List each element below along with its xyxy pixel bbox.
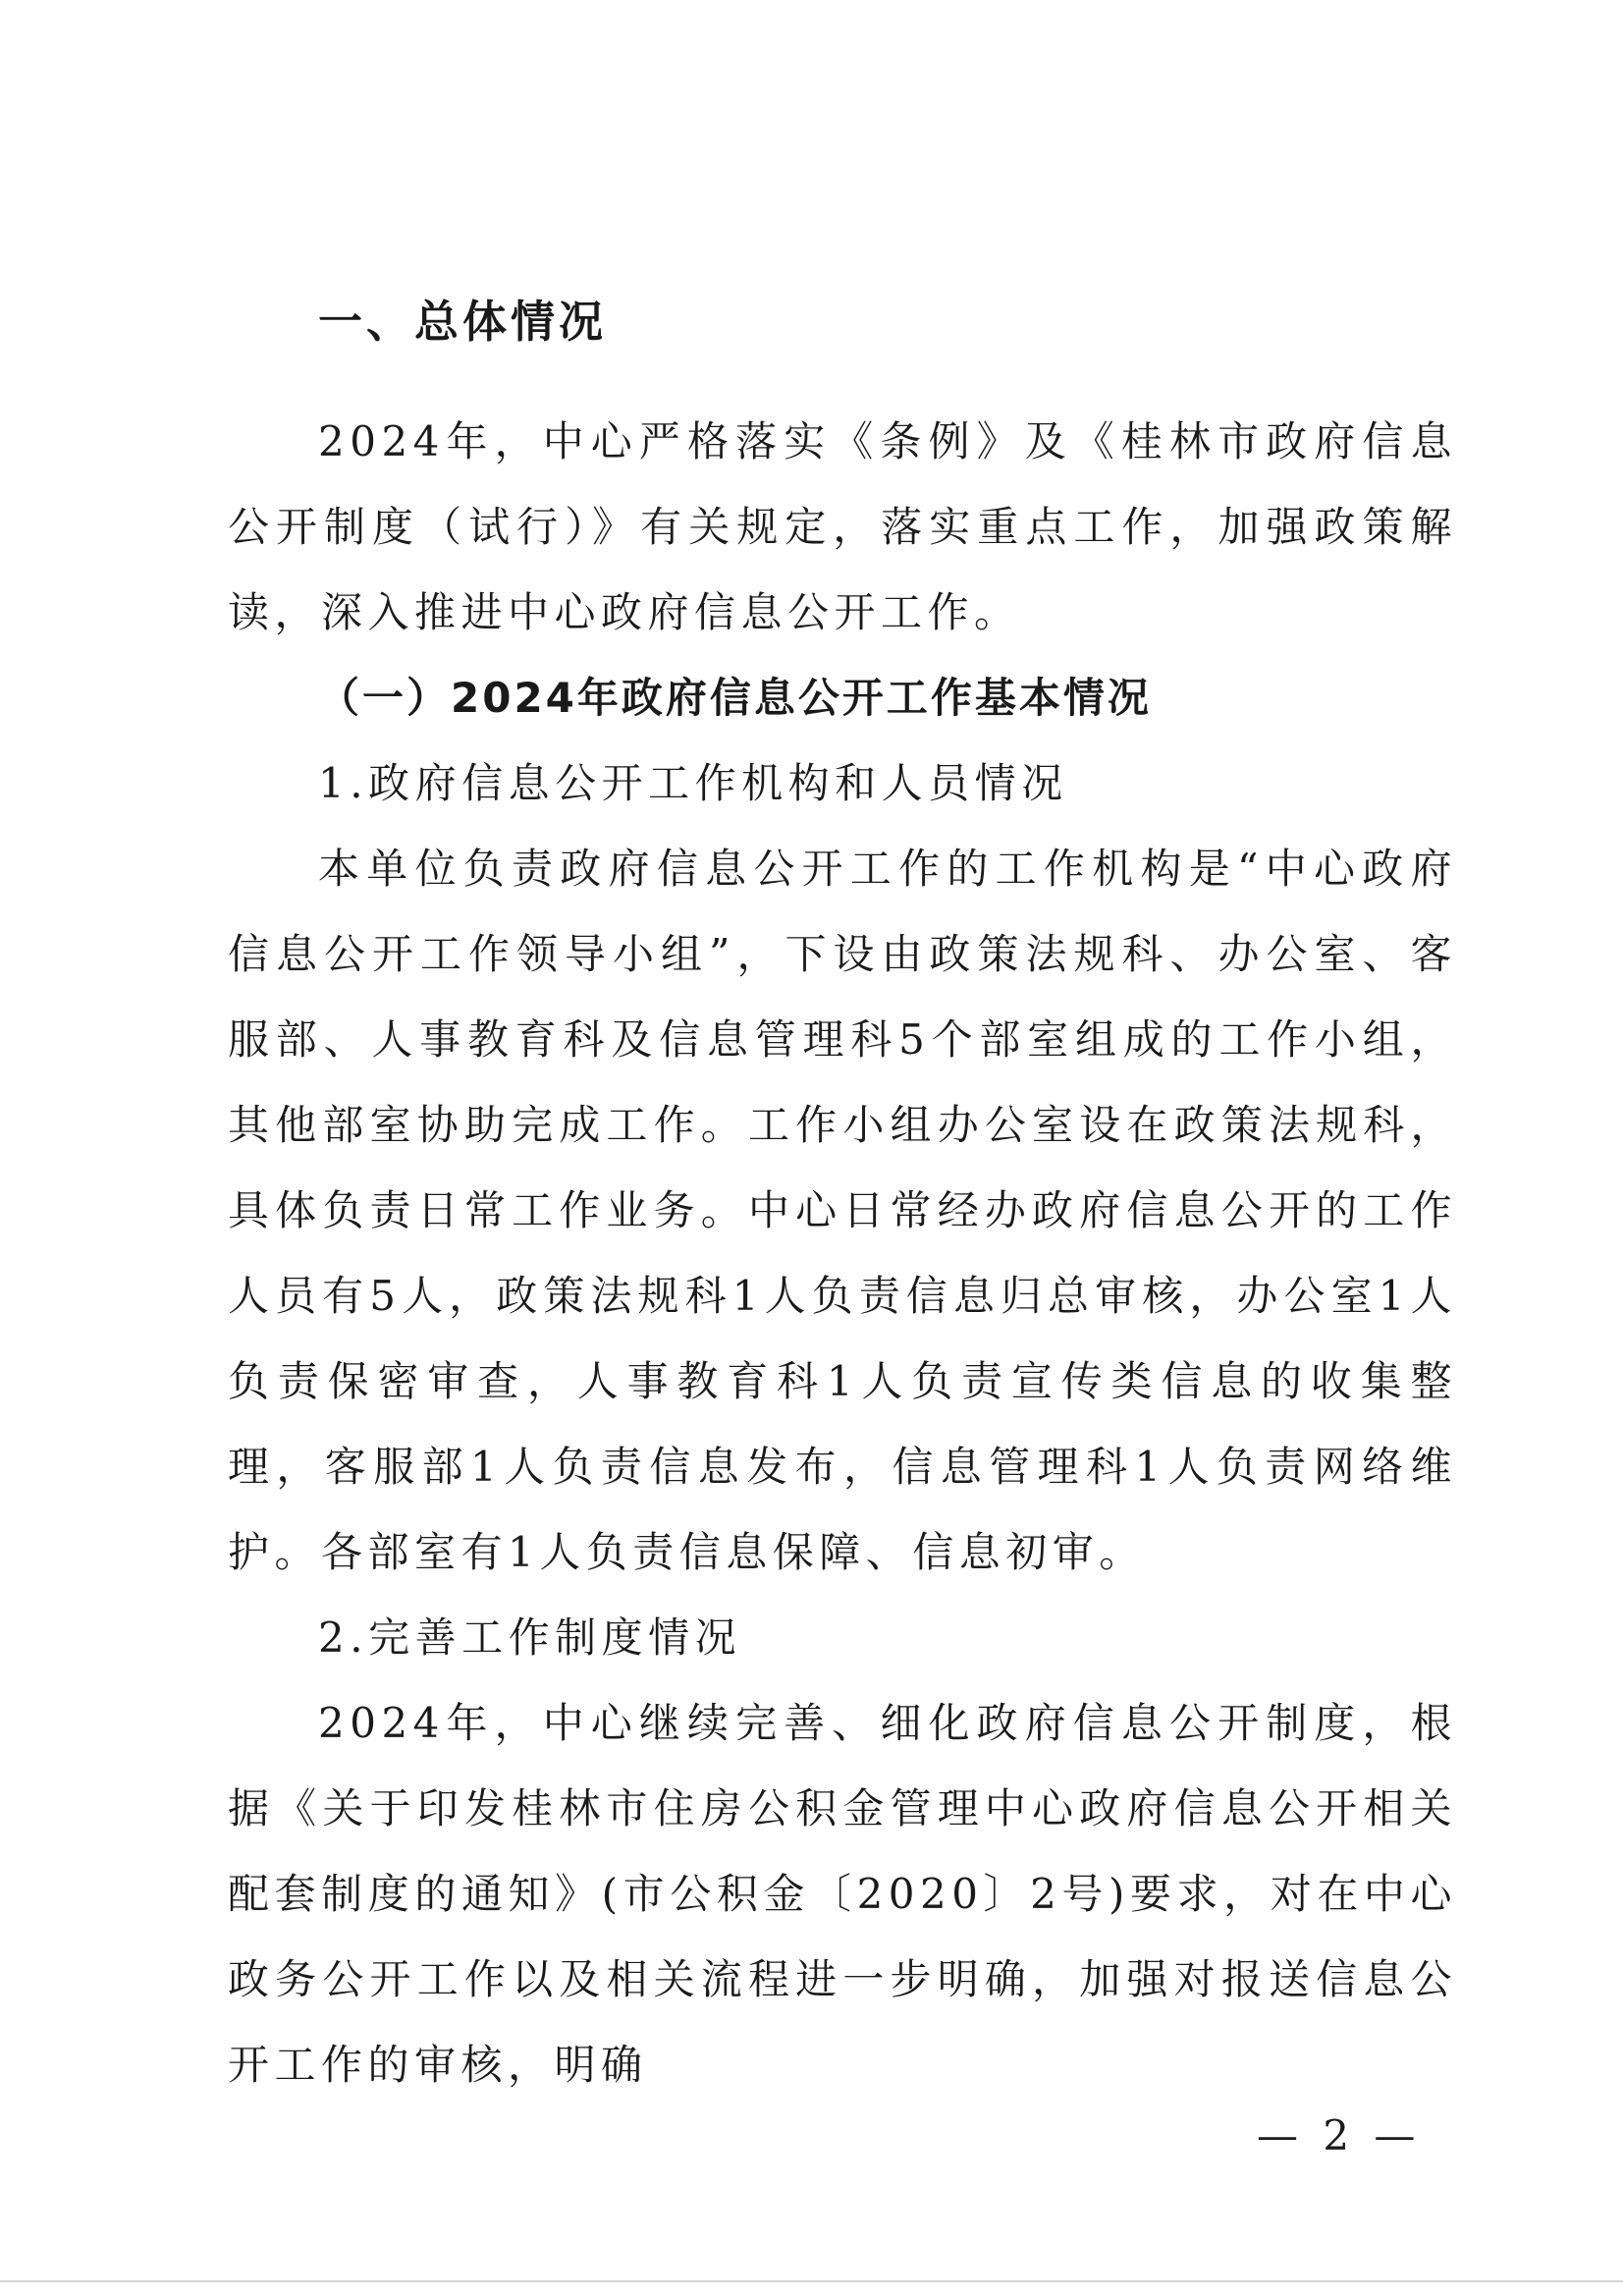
item1-paragraph: 本单位负责政府信息公开工作的工作机构是“中心政府信息公开工作领导小组”，下设由政策法规科、办公室、客服部、人事教育科及信息管理科5个部室组成的工作小组，其他部室协助完成工作。工作小组办公室设在政策法规科，具体负责日常工作业务。中心日常经办政府信息公开的工作人员有5人，政策法规科1人负责信息归总审核，办公室1人负责保密审查，人事教育科1人负责宣传类信息的收集整理，客服部1人负责信息发布，信息管理科1人负责网络维护。各部室有1人负责信息保障、信息初审。 <box>228 845 1457 1576</box>
item1-heading: 1.政府信息公开工作机构和人员情况 <box>318 759 1068 807</box>
intro-paragraph: 2024年，中心严格落实《条例》及《桂林市政府信息公开制度（试行）》有关规定，落实重点工作，加强政策解读，深入推进中心政府信息公开工作。 <box>228 417 1457 636</box>
section-heading: 一、总体情况 <box>318 296 608 348</box>
subsection-heading: （一）2024年政府信息公开工作基本情况 <box>318 674 1152 722</box>
page-number: — 2 — <box>1257 2111 1422 2159</box>
document-body <box>228 291 1457 2107</box>
item2-heading: 2.完善工作制度情况 <box>318 1613 742 1662</box>
item2-paragraph: 2024年，中心继续完善、细化政府信息公开制度，根据《关于印发桂林市住房公积金管理中心政府信息公开相关配套制度的通知》(市公积金〔2020〕2号)要求，对在中心政务公开工作以及相关流程进一步明确，加强对报送信息公开工作的审核，明确 <box>228 1699 1457 2089</box>
scan-edge-divider <box>0 2280 1623 2282</box>
